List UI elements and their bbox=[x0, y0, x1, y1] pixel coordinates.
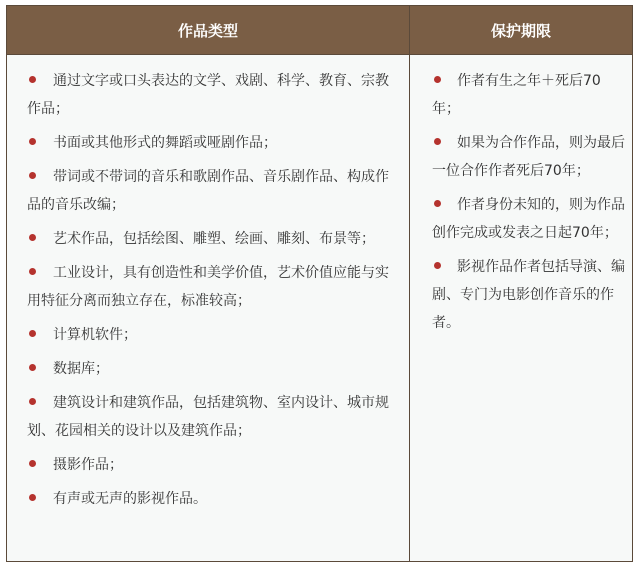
list-item-text: 如果为合作作品，则为最后一位合作作者死后70年； bbox=[432, 135, 625, 179]
list-item-text: 艺术作品，包括绘图、雕塑、绘画、雕刻、布景等； bbox=[53, 231, 375, 247]
bullet-icon bbox=[434, 262, 441, 269]
bullet-icon bbox=[434, 200, 441, 207]
protection-period-cell bbox=[410, 55, 632, 561]
bullet-icon bbox=[29, 172, 36, 179]
header-protection-period: 保护期限 bbox=[410, 6, 632, 55]
list-item-text: 带词或不带词的音乐和歌剧作品、音乐剧作品、构成作品的音乐改编； bbox=[27, 169, 389, 213]
bullet-icon bbox=[29, 76, 36, 83]
list-item bbox=[432, 129, 626, 185]
list-item-text: 有声或无声的影视作品。 bbox=[53, 491, 207, 507]
list-item bbox=[27, 451, 401, 479]
bullet-icon bbox=[29, 494, 36, 501]
work-type-cell bbox=[7, 55, 410, 561]
list-item-text: 书面或其他形式的舞蹈或哑剧作品； bbox=[53, 135, 277, 151]
list-item-text: 计算机软件； bbox=[53, 327, 137, 343]
list-item bbox=[432, 67, 626, 123]
list-item-text: 摄影作品； bbox=[53, 457, 123, 473]
bullet-icon bbox=[29, 138, 36, 145]
list-item-text: 作者身份未知的，则为作品创作完成或发表之日起70年； bbox=[432, 197, 625, 241]
list-item-text: 数据库； bbox=[53, 361, 109, 377]
list-item bbox=[27, 355, 401, 383]
header-work-type: 作品类型 bbox=[7, 6, 410, 55]
list-item bbox=[27, 389, 401, 445]
work-type-list bbox=[27, 67, 401, 513]
list-item bbox=[27, 129, 401, 157]
list-item bbox=[27, 163, 401, 219]
list-item bbox=[432, 191, 626, 247]
list-item bbox=[27, 321, 401, 349]
list-item-text: 影视作品作者包括导演、编剧、专门为电影创作音乐的作者。 bbox=[432, 259, 625, 331]
bullet-icon bbox=[29, 460, 36, 467]
copyright-table bbox=[6, 5, 633, 562]
list-item-text: 建筑设计和建筑作品，包括建筑物、室内设计、城市规划、花园相关的设计以及建筑作品； bbox=[27, 395, 389, 439]
bullet-icon bbox=[29, 330, 36, 337]
bullet-icon bbox=[29, 364, 36, 371]
list-item bbox=[27, 259, 401, 315]
list-item-text: 通过文字或口头表达的文学、戏剧、科学、教育、宗教作品； bbox=[27, 73, 389, 117]
bullet-icon bbox=[29, 268, 36, 275]
list-item-text: 工业设计，具有创造性和美学价值，艺术价值应能与实用特征分离而独立存在，标准较高； bbox=[27, 265, 389, 309]
list-item bbox=[27, 67, 401, 123]
bullet-icon bbox=[434, 76, 441, 83]
bullet-icon bbox=[29, 234, 36, 241]
bullet-icon bbox=[29, 398, 36, 405]
period-list bbox=[432, 67, 626, 337]
bullet-icon bbox=[434, 138, 441, 145]
list-item-text: 作者有生之年＋死后70年； bbox=[432, 73, 601, 117]
list-item bbox=[432, 253, 626, 337]
list-item bbox=[27, 225, 401, 253]
list-item bbox=[27, 485, 401, 513]
